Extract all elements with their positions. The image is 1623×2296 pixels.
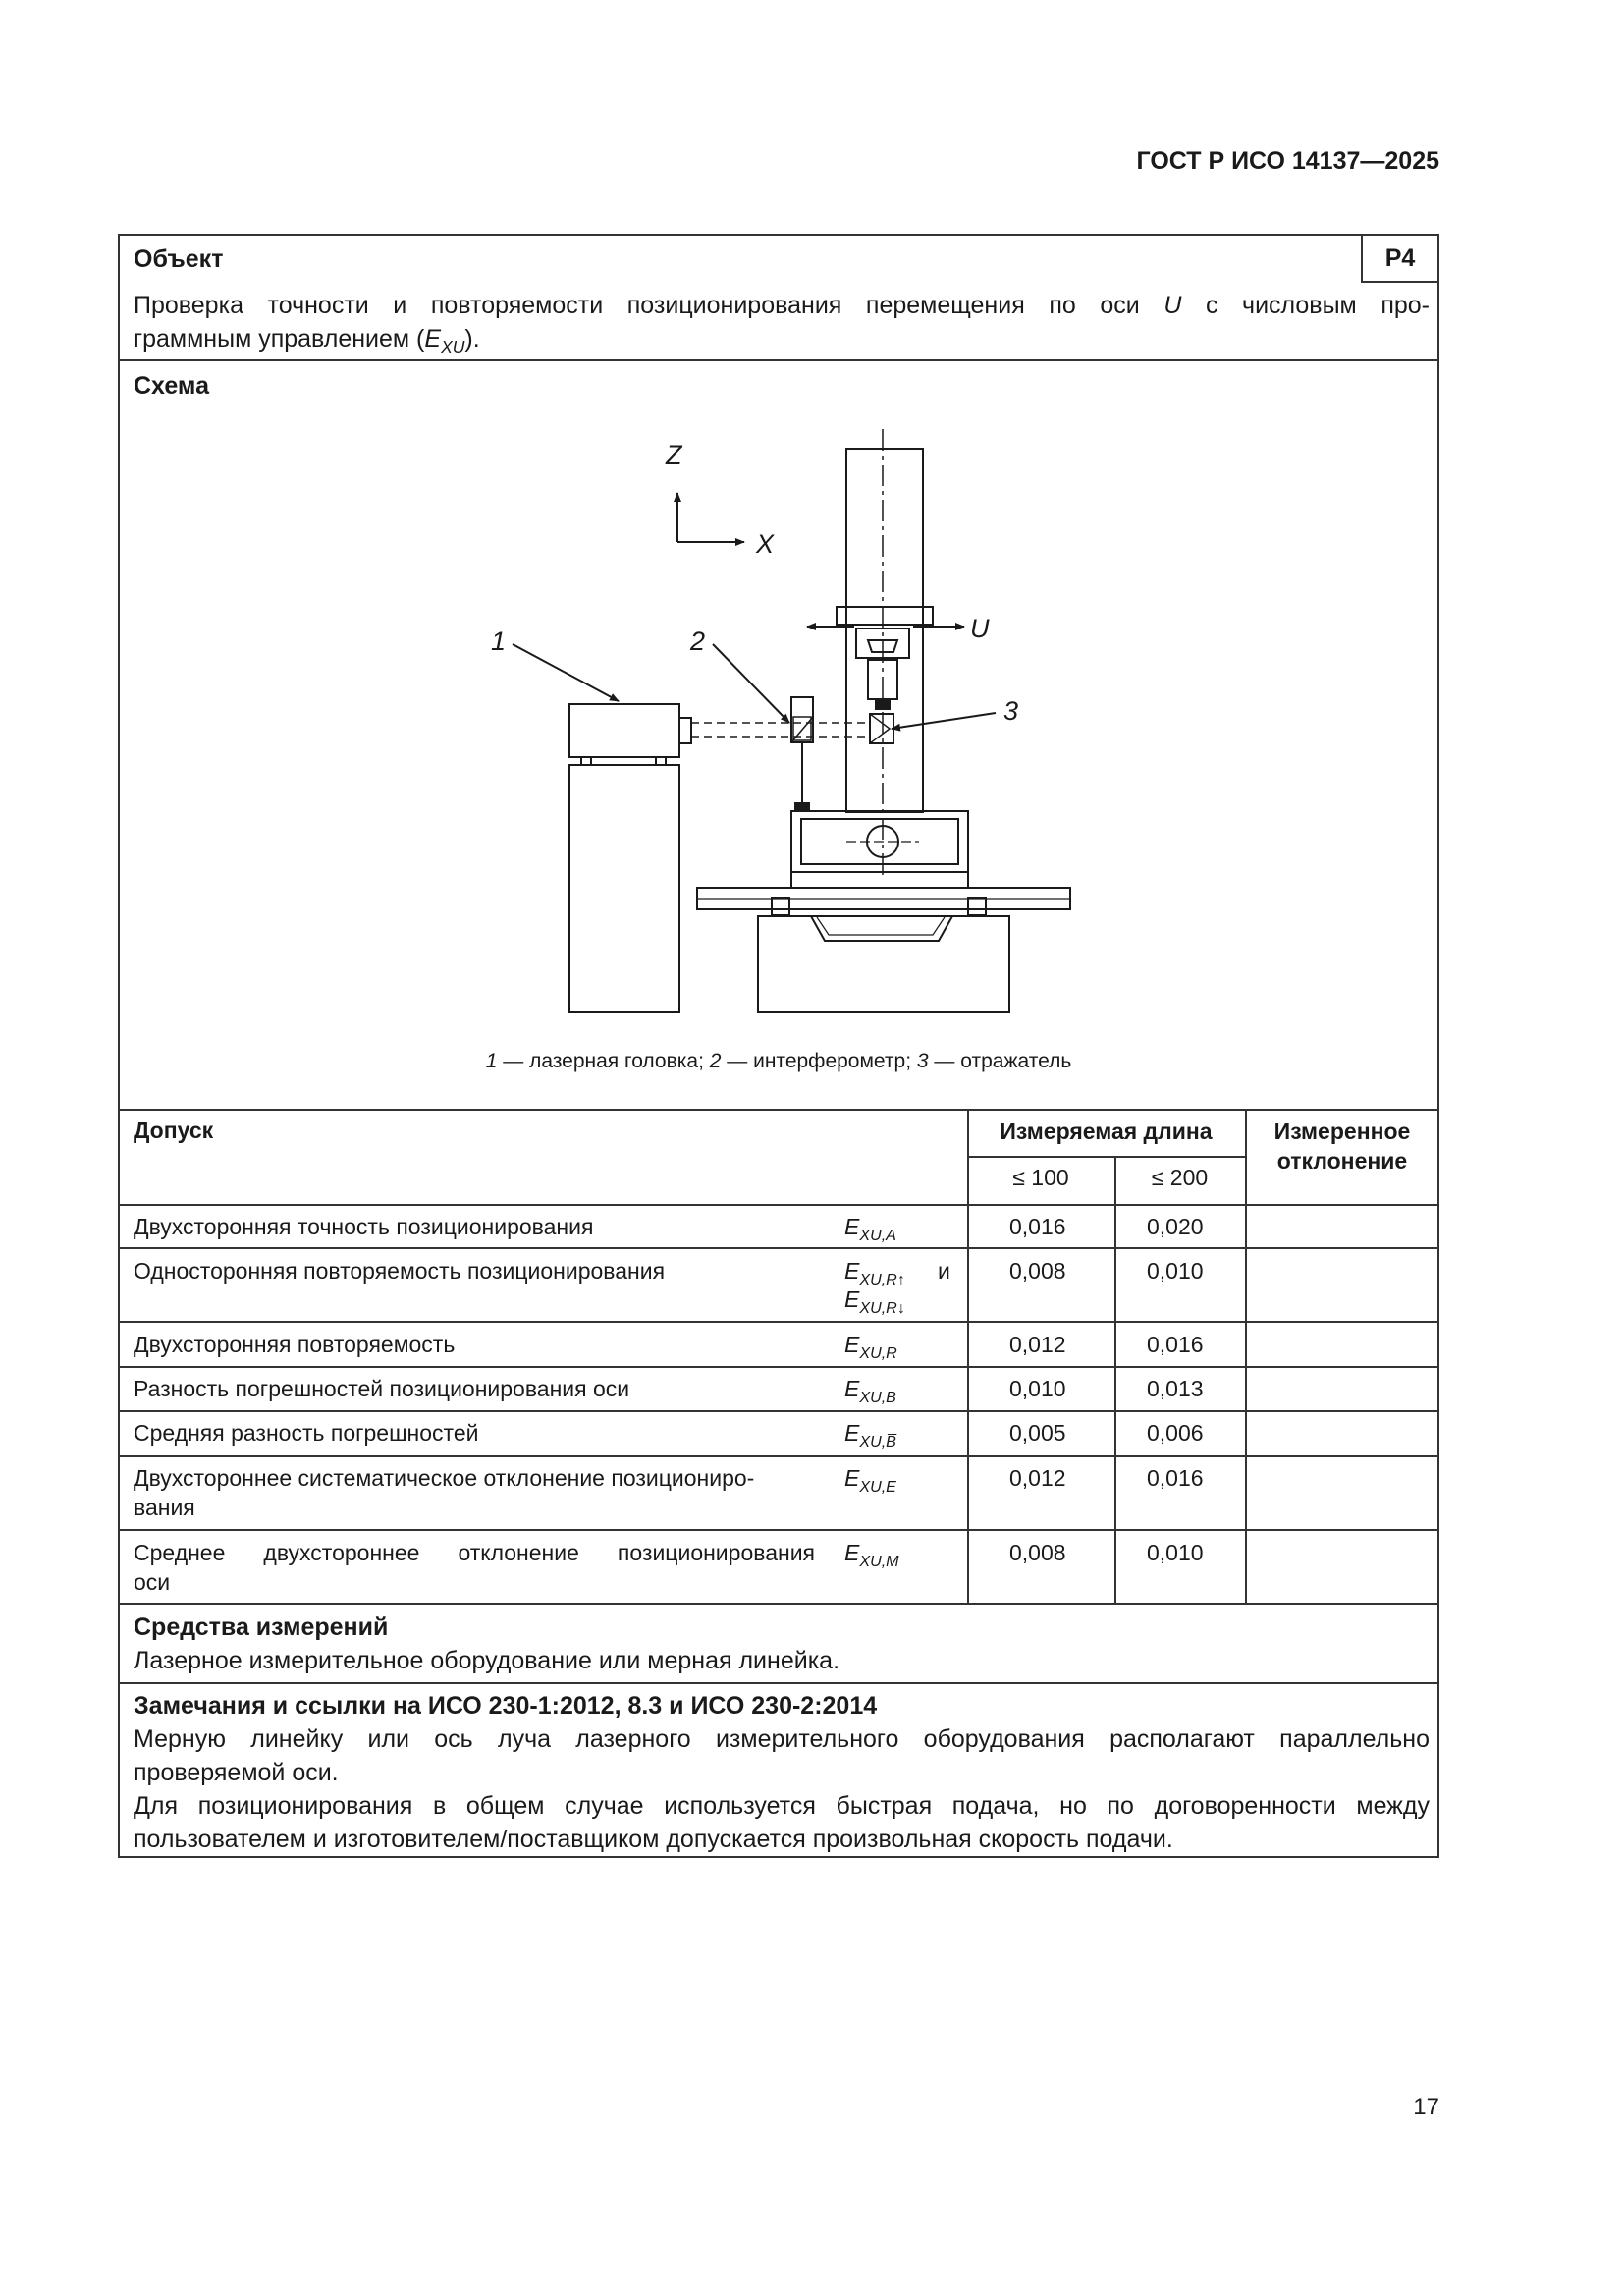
table-cell-value: 0,012 (1009, 1332, 1066, 1357)
x-axis-label: X (756, 529, 775, 559)
measured-length-header: Измеряемая длина (1000, 1119, 1213, 1144)
table-row-symbol: $E_{XU,A}$ (844, 1214, 896, 1244)
table-row-name: Среднее двухстороннее отклонение позиционирования (134, 1540, 815, 1565)
table-cell-value: 0,008 (1009, 1540, 1066, 1565)
table-row-symbol: $E_{XU,R↓}$ (844, 1286, 905, 1317)
callout-3: 3 (1003, 696, 1019, 726)
table-cell-value: 0,016 (1009, 1214, 1066, 1239)
table-row-name: Односторонняя повторяемость позиционирования (134, 1258, 666, 1284)
divider (118, 1529, 1439, 1531)
leader-2 (713, 644, 789, 723)
object-text-line-1: Проверка точности и повторяемости позиционирования перемещения по оси U с числовым про- (134, 292, 1430, 319)
divider (118, 1366, 1439, 1368)
sheet-code: P4 (1384, 245, 1416, 272)
table-cell-value: 0,013 (1147, 1376, 1204, 1401)
instruments-heading: Средства измерений (134, 1613, 389, 1641)
remarks-p1-line1: Мерную линейку или ось луча лазерного измерительного оборудования располагают параллельно (134, 1725, 1430, 1753)
remarks-heading: Замечания и ссылки на ИСО 230-1:2012, 8.3 и ИСО 230-2:2014 (134, 1692, 878, 1720)
table-row-symbol: $E_{XU,R}$ (844, 1332, 897, 1362)
measured-deviation-header: Измеренное отклонение (1273, 1119, 1411, 1174)
divider (118, 1682, 1439, 1684)
divider (118, 1321, 1439, 1323)
machine-column (846, 449, 923, 812)
scheme-heading: Схема (134, 372, 209, 400)
divider (118, 1455, 1439, 1457)
table-cell-value: 0,005 (1009, 1420, 1066, 1446)
remarks-p2-line1: Для позиционирования в общем случае используется быстрая подача, но по договоренности между (134, 1792, 1430, 1820)
divider (118, 1410, 1439, 1412)
machine-base (758, 916, 1009, 1012)
table-row-name: Двухсторонняя повторяемость (134, 1332, 456, 1357)
callout-1: 1 (491, 627, 507, 656)
callout-2: 2 (690, 627, 706, 656)
table-cell-value: 0,010 (1147, 1258, 1204, 1284)
scheme-caption: 1 — лазерная головка; 2 — интерферометр; 3 — отражатель (485, 1050, 1072, 1072)
table-row-name-cont: оси (134, 1569, 171, 1595)
laser-head-1 (569, 704, 679, 757)
table-row-name: Средняя разность погрешностей (134, 1420, 479, 1446)
table-cell-value: 0,020 (1147, 1214, 1204, 1239)
divider (118, 1109, 1439, 1111)
tripod-stand (569, 765, 679, 1012)
z-axis-label: Z (666, 440, 682, 469)
divider (967, 1156, 1246, 1158)
u-axis-label: U (970, 614, 990, 643)
table-cell-value: 0,016 (1147, 1465, 1204, 1491)
divider (118, 1603, 1439, 1605)
divider (1245, 1109, 1247, 1603)
divider (118, 1247, 1439, 1249)
table-row-name: Двухстороннее систематическое отклонение позициониро- вания (134, 1465, 755, 1520)
table-cell-value: 0,008 (1009, 1258, 1066, 1284)
divider (1114, 1156, 1116, 1603)
table-cell-value: 0,006 (1147, 1420, 1204, 1446)
table-row-symbol: $E_{XU,M}$ (844, 1540, 899, 1570)
document-code: ГОСТ Р ИСО 14137—2025 (1136, 147, 1439, 175)
object-text-line-2: граммным управлением $(E_{XU})$. (134, 325, 480, 356)
table-cell-value: 0,010 (1147, 1540, 1204, 1565)
tolerance-heading: Допуск (134, 1118, 214, 1143)
table-row-symbol: $E_{XU,E}$ (844, 1465, 896, 1496)
remarks-p1-line2: проверяемой оси. (134, 1759, 339, 1786)
divider (118, 1204, 1439, 1206)
remarks-p2-line2: пользователем и изготовителем/поставщиком допускается произвольная скорость подачи. (134, 1826, 1173, 1853)
u-slide (837, 607, 933, 625)
table-cell-value: 0,016 (1147, 1332, 1204, 1357)
table-row-symbol: $E_{XU,B}$ (844, 1376, 896, 1406)
tool-tip (876, 699, 890, 709)
table-row-symbol: $E_{XU,R↑}$ (844, 1258, 905, 1288)
length-col-200: ≤ 200 (1151, 1165, 1209, 1190)
object-heading: Объект (134, 246, 224, 273)
table-row-conjunction: и (938, 1258, 950, 1284)
table-cell-value: 0,012 (1009, 1465, 1066, 1491)
measurement-scheme-diagram (0, 0, 1623, 1061)
length-col-100: ≤ 100 (1012, 1165, 1069, 1190)
table-row-name: Разность погрешностей позиционирования оси (134, 1376, 630, 1401)
table-cell-value: 0,010 (1009, 1376, 1066, 1401)
page-number: 17 (1413, 2094, 1439, 2120)
table-row-name: Двухсторонняя точность позиционирования (134, 1214, 594, 1239)
leader-1 (513, 644, 619, 701)
instruments-text: Лазерное измерительное оборудование или мерная линейка. (134, 1647, 840, 1674)
table-row-symbol: $E_{XU,B̅}$ (844, 1420, 896, 1450)
leader-3 (892, 713, 996, 729)
